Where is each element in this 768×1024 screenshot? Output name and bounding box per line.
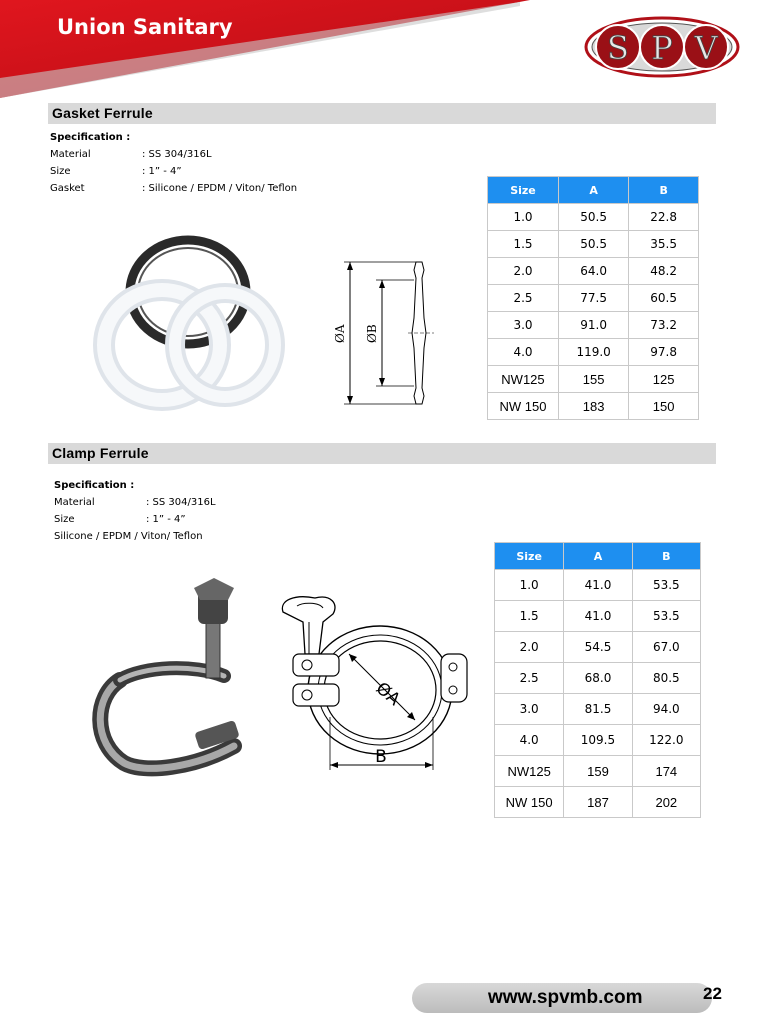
clamp-spec-row: Material : SS 304/316L (54, 497, 216, 508)
clamp-label-a: ØA (371, 678, 404, 710)
table-cell: 1.5 (488, 231, 559, 258)
clamp-spec-extra: Silicone / EPDM / Viton/ Teflon (54, 531, 203, 542)
table-cell: 50.5 (558, 231, 628, 258)
table-cell: 60.5 (629, 285, 699, 312)
gasket-label-a: ØA (333, 324, 347, 343)
table-row (488, 366, 699, 393)
table-cell: NW125 (488, 366, 559, 393)
table-cell: 97.8 (629, 339, 699, 366)
table-header-row (495, 543, 701, 570)
column-header: B (632, 543, 700, 570)
table-cell: 174 (632, 756, 700, 787)
table-cell: 2.5 (495, 663, 564, 694)
clamp-spec-heading: Specification : (54, 480, 135, 491)
table-cell: 4.0 (488, 339, 559, 366)
gasket-dimension-diagram (330, 258, 440, 408)
table-cell: 1.5 (495, 601, 564, 632)
svg-text:P: P (651, 29, 673, 67)
clamp-spec-row: Size : 1” - 4” (54, 514, 186, 525)
table-cell: 53.5 (632, 570, 700, 601)
page-title: Union Sanitary (57, 15, 233, 39)
table-cell: NW125 (495, 756, 564, 787)
table-cell: 2.5 (488, 285, 559, 312)
table-cell: 150 (629, 393, 699, 420)
table-row (495, 570, 701, 601)
table-row (495, 787, 701, 818)
table-row (488, 258, 699, 285)
table-cell: 4.0 (495, 725, 564, 756)
table-cell: 22.8 (629, 204, 699, 231)
gasket-section-bar (48, 103, 716, 124)
table-cell: 41.0 (564, 601, 632, 632)
table-cell: 50.5 (558, 204, 628, 231)
table-cell: 94.0 (632, 694, 700, 725)
table-cell: 3.0 (488, 312, 559, 339)
table-cell: NW 150 (495, 787, 564, 818)
table-cell: 54.5 (564, 632, 632, 663)
table-cell: 48.2 (629, 258, 699, 285)
svg-text:S: S (607, 29, 629, 67)
spv-logo (584, 16, 740, 78)
table-cell: 122.0 (632, 725, 700, 756)
gasket-section-title: Gasket Ferrule (52, 105, 153, 121)
clamp-dimension-table (494, 542, 701, 818)
table-cell: 67.0 (632, 632, 700, 663)
table-cell: 77.5 (558, 285, 628, 312)
svg-text:V: V (694, 29, 718, 67)
gasket-rings-image (88, 230, 288, 415)
page-number: 22 (703, 984, 722, 1003)
table-header-row (488, 177, 699, 204)
table-cell: 125 (629, 366, 699, 393)
column-header: Size (495, 543, 564, 570)
table-row (488, 339, 699, 366)
table-cell: 1.0 (488, 204, 559, 231)
table-cell: NW 150 (488, 393, 559, 420)
table-cell: 91.0 (558, 312, 628, 339)
clamp-dimension-diagram (275, 592, 475, 772)
table-row (488, 312, 699, 339)
table-cell: 64.0 (558, 258, 628, 285)
table-cell: 119.0 (558, 339, 628, 366)
table-cell: 202 (632, 787, 700, 818)
clamp-spec (54, 477, 216, 545)
table-row (495, 756, 701, 787)
table-row (488, 393, 699, 420)
table-cell: 155 (558, 366, 628, 393)
table-cell: 68.0 (564, 663, 632, 694)
table-cell: 81.5 (564, 694, 632, 725)
table-row (488, 204, 699, 231)
table-row (495, 725, 701, 756)
table-cell: 183 (558, 393, 628, 420)
gasket-spec-heading: Specification : (50, 132, 131, 143)
table-cell: 80.5 (632, 663, 700, 694)
column-header: Size (488, 177, 559, 204)
table-row (495, 601, 701, 632)
table-cell: 35.5 (629, 231, 699, 258)
gasket-spec-row: Material : SS 304/316L (50, 149, 212, 160)
column-header: B (629, 177, 699, 204)
gasket-dimension-table (487, 176, 699, 420)
table-cell: 2.0 (488, 258, 559, 285)
column-header: A (564, 543, 632, 570)
table-row (495, 632, 701, 663)
clamp-section-bar (48, 443, 716, 464)
table-cell: 41.0 (564, 570, 632, 601)
table-cell: 1.0 (495, 570, 564, 601)
column-header: A (558, 177, 628, 204)
gasket-label-b: ØB (365, 324, 379, 343)
table-cell: 2.0 (495, 632, 564, 663)
footer-url-link[interactable]: www.spvmb.com (488, 987, 643, 1008)
table-cell: 109.5 (564, 725, 632, 756)
clamp-label-b: B (375, 747, 387, 767)
clamp-section-title: Clamp Ferrule (52, 445, 149, 461)
table-cell: 3.0 (495, 694, 564, 725)
gasket-spec-row: Size : 1” - 4” (50, 166, 182, 177)
table-row (495, 663, 701, 694)
table-row (488, 285, 699, 312)
gasket-spec-row: Gasket : Silicone / EPDM / Viton/ Teflon (50, 183, 298, 194)
table-cell: 187 (564, 787, 632, 818)
table-row (495, 694, 701, 725)
clamp-photo (84, 578, 254, 778)
table-cell: 159 (564, 756, 632, 787)
table-cell: 73.2 (629, 312, 699, 339)
table-row (488, 231, 699, 258)
table-cell: 53.5 (632, 601, 700, 632)
gasket-spec (50, 129, 297, 197)
